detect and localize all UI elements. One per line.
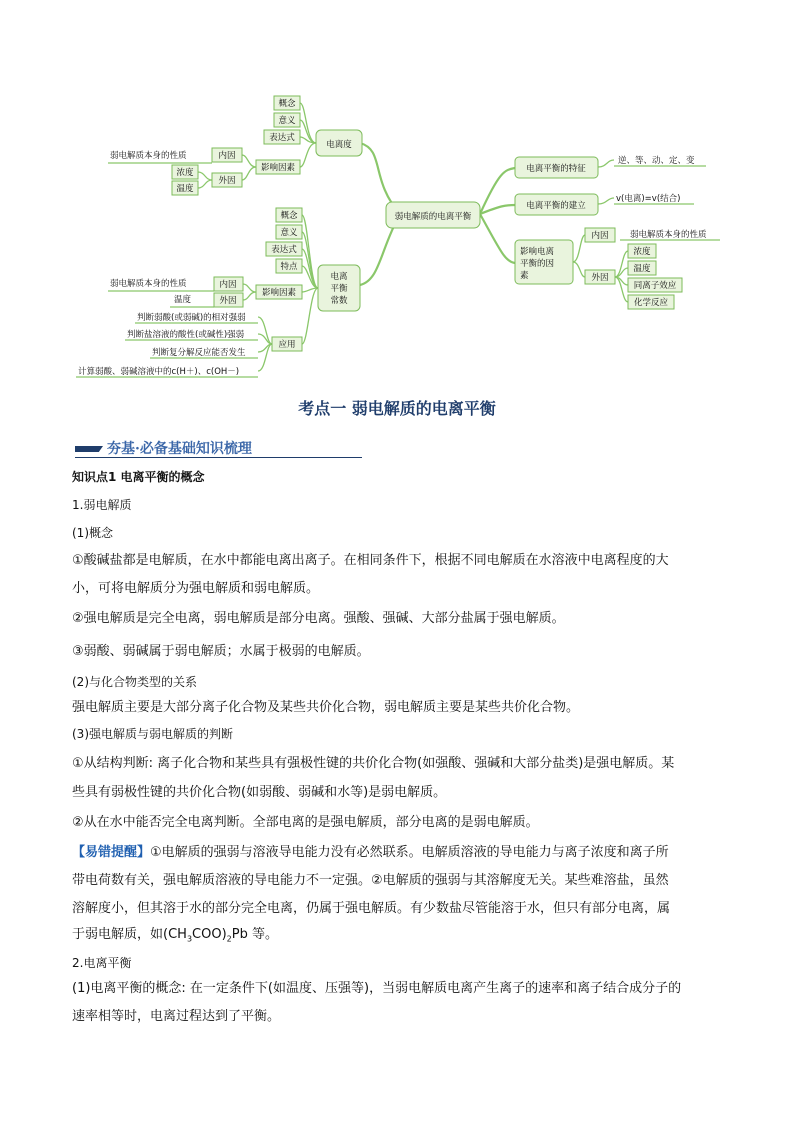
subsection-heading: 1.弱电解质 [72, 498, 132, 512]
note-text: Pb 等。 [231, 927, 278, 942]
note-text: 于弱电解质，如(CH [72, 927, 187, 942]
node-const-item: 特点 [280, 262, 298, 272]
paragraph-line: ③弱酸、弱碱属于弱电解质；水属于极弱的电解质。 [72, 644, 370, 659]
subsection-heading: (3)强电解质与弱电解质的判断 [72, 727, 233, 741]
paragraph-line: 强电解质主要是大部分离子化合物及某些共价化合物，弱电解质主要是某些共价化合物。 [72, 700, 580, 715]
banner-underline [75, 457, 362, 458]
node-influence-line: 影响电离 [520, 247, 555, 257]
node-const-outer-item: 温度 [174, 295, 192, 305]
node-influence-outer-item: 温度 [633, 264, 651, 274]
node-dld-outer-item: 浓度 [176, 168, 194, 178]
node-establish: 电离平衡的建立 [526, 201, 586, 211]
paragraph-line: (1)电离平衡的概念: 在一定条件下(如温度、压强等)，当弱电解质电离产生离子的速率和离子结合成分子的 [72, 981, 682, 996]
node-const-app-item: 判断弱酸(或弱碱)的相对强弱 [137, 313, 246, 323]
node-influence-outer: 外因 [591, 273, 609, 283]
banner-bar [75, 446, 103, 452]
branch-line [480, 214, 515, 263]
subsection-heading: (2)与化合物类型的关系 [72, 675, 197, 689]
node-feature: 电离平衡的特征 [526, 164, 586, 174]
node-const-factor: 影响因素 [261, 288, 297, 298]
paragraph-line: ②从在水中能否完全电离判断。全部电离的是强电解质，部分电离的是弱电解质。 [72, 815, 539, 830]
paragraph-line: ①酸碱盐都是电解质，在水中都能电离出离子。在相同条件下，根据不同电解质在水溶液中电离程度的大 [72, 553, 669, 568]
paragraph-line: 小，可将电解质分为强电解质和弱电解质。 [72, 581, 320, 596]
node-dld-item: 表达式 [269, 133, 295, 143]
node-influence-line: 平衡的因 [520, 259, 555, 269]
node-const-line: 电离 [330, 272, 348, 282]
node-dld-inner: 内因 [218, 151, 236, 161]
node-influence-outer-item: 同离子效应 [633, 281, 677, 291]
banner-text: 夯基·必备基础知识梳理 [107, 441, 252, 457]
section-banner [75, 437, 362, 459]
node-const-app: 应用 [278, 340, 296, 350]
node-const-app-item: 计算弱酸、弱碱溶液中的c(H＋)、c(OH－) [78, 367, 240, 377]
node-influence-inner-text: 弱电解质本身的性质 [630, 230, 707, 240]
subscript: 2 [226, 934, 232, 944]
note-label: 【易错提醒】 [72, 845, 151, 860]
note-line [72, 839, 724, 867]
node-dld-outer: 外因 [218, 176, 236, 186]
node-const-line: 平衡 [330, 284, 348, 294]
note-line: 带电荷数有关，强电解质溶液的导电能力不一定强。②电解质的强弱与其溶解度无关。某些难溶盐，虽然 [72, 873, 669, 888]
node-influence-outer-item: 化学反应 [633, 298, 669, 308]
node-dld: 电离度 [326, 140, 352, 150]
subsection-heading: 2.电离平衡 [72, 956, 132, 970]
branch-line [480, 205, 515, 214]
node-dld-inner-text: 弱电解质本身的性质 [110, 151, 187, 161]
note-text: COO) [192, 927, 227, 942]
node-const-line: 常数 [330, 296, 348, 306]
paragraph-line: 些具有弱极性键的共价化合物(如弱酸、弱碱和水等)是弱电解质。 [72, 785, 447, 800]
paragraph-line: 速率相等时，电离过程达到了平衡。 [72, 1009, 281, 1024]
note-text: ①电解质的强弱与溶液导电能力没有必然联系。电解质溶液的导电能力与离子浓度和离子所 [150, 845, 669, 860]
paragraph-line: ②强电解质是完全电离，弱电解质是部分电离。强酸、强碱、大部分盐属于强电解质。 [72, 611, 565, 626]
node-dld-outer-item: 温度 [176, 184, 194, 194]
node-const-item: 意义 [280, 228, 298, 238]
subsection-heading: (1)概念 [72, 526, 113, 540]
node-const-inner: 内因 [219, 280, 237, 290]
knowledge-point-heading: 知识点1 电离平衡的概念 [72, 470, 205, 484]
subscript: 3 [186, 934, 193, 944]
paragraph-line: ①从结构判断: 离子化合物和某些具有强极性键的共价化合物(如强酸、强碱和大部分盐类)是强电解质。某 [72, 756, 675, 771]
node-dld-factor: 影响因素 [260, 163, 296, 173]
node-const-app-item: 判断复分解反应能否发生 [152, 348, 246, 358]
node-const-app-item: 判断盐溶液的酸性(或碱性)强弱 [127, 330, 245, 340]
mind-map [0, 0, 794, 385]
center-label: 弱电解质的电离平衡 [394, 212, 472, 222]
node-const-item: 概念 [280, 211, 298, 221]
node-const-item: 表达式 [271, 245, 297, 255]
node-establish-value: v(电离)=v(结合) [616, 194, 681, 204]
node-influence-line: 素 [520, 271, 529, 281]
node-influence-inner: 内因 [591, 231, 609, 241]
node-dld-item: 意义 [278, 116, 296, 126]
section-title: 考点一 弱电解质的电离平衡 [298, 399, 496, 418]
node-dld-item: 概念 [278, 99, 296, 109]
node-influence-outer-item: 浓度 [633, 247, 651, 257]
node-feature-value: 逆、等、动、定、变 [618, 156, 695, 166]
note-line: 溶解度小，但其溶于水的部分完全电离，仍属于强电解质。有少数盐尽管能溶于水，但只有部分电离，属 [72, 901, 671, 916]
node-const-inner-text: 弱电解质本身的性质 [110, 279, 187, 289]
node-const-outer: 外因 [219, 296, 237, 306]
